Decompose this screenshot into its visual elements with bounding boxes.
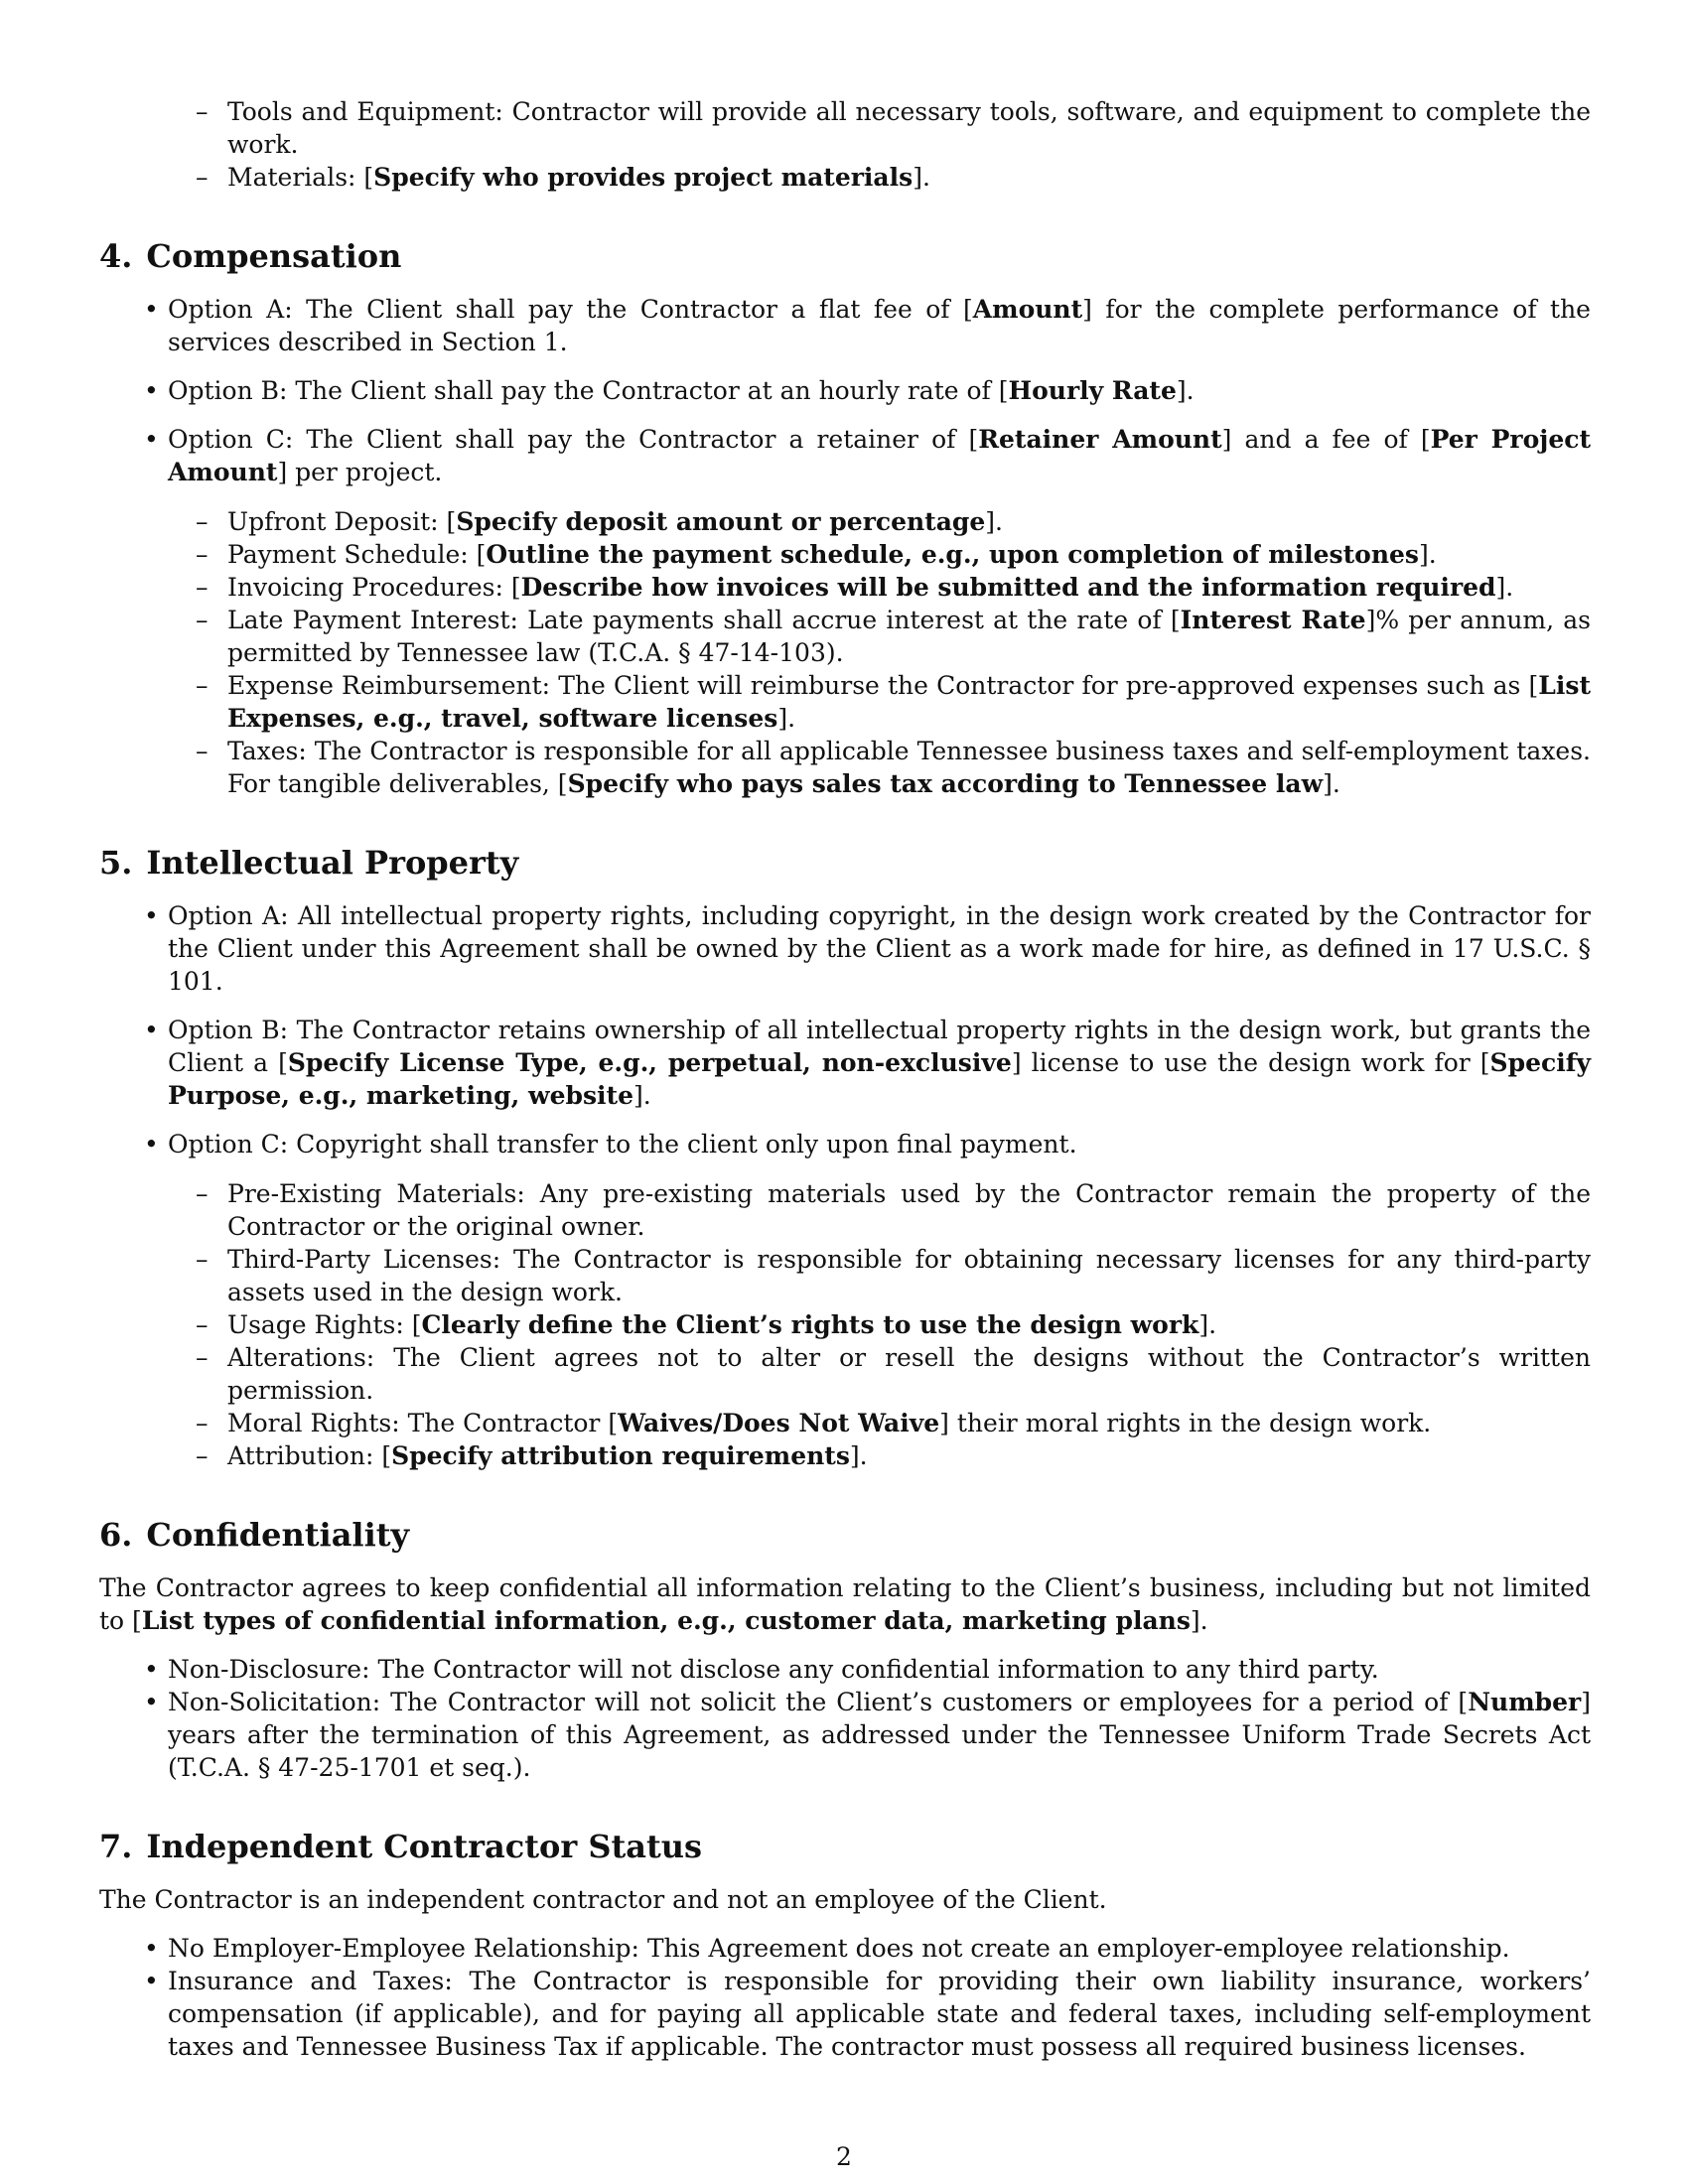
document-page	[99, 95, 1591, 2063]
list-item: • Non-Solicitation: The Contractor will not solicit the Client’s customers or employees for a period of [Number] years after the termination of this Agreement, as addressed under the Tennessee Uniform Trade Secrets Act (T.C.A. § 47-25-1701 et seq.).	[144, 1688, 1591, 1782]
bullet-icon: •	[144, 425, 159, 454]
list-item: • Non-Disclosure: The Contractor will not disclose any confidential information to any third party.	[144, 1655, 1379, 1684]
bullet-icon: •	[144, 1655, 159, 1684]
bullet-icon: •	[144, 376, 159, 405]
dash-icon: –	[196, 573, 209, 602]
list-item: – Usage Rights: [Clearly define the Client’s rights to use the design work].	[196, 1310, 1217, 1339]
ip-options	[99, 899, 1591, 1160]
list-item: – Expense Reimbursement: The Client will reimburse the Contractor for pre-approved expenses such as [List Expenses, e.g., travel, software licenses].	[196, 671, 1591, 733]
bullet-icon: •	[144, 1967, 159, 1995]
dash-icon: –	[196, 163, 209, 192]
page-number: 2	[836, 2142, 852, 2171]
section3-subitems	[99, 95, 1591, 194]
list-item: – Third-Party Licenses: The Contractor is responsible for obtaining necessary licenses for any third-party assets used in the design work.	[196, 1245, 1591, 1306]
dash-icon: –	[196, 540, 209, 569]
dash-icon: –	[196, 1441, 209, 1470]
list-item: • No Employer-Employee Relationship: This Agreement does not create an employer-employee relationship.	[144, 1934, 1510, 1963]
bullet-icon: •	[144, 1934, 159, 1963]
contractor-status-items	[99, 1932, 1591, 2063]
list-item: – Materials: [Specify who provides project materials].	[196, 163, 930, 192]
dash-icon: –	[196, 1310, 209, 1339]
section-heading-compensation: 4. Compensation	[99, 237, 402, 275]
bullet-icon: •	[144, 901, 159, 930]
dash-icon: –	[196, 737, 209, 765]
compensation-subitems	[99, 505, 1591, 800]
bullet-icon: •	[144, 1130, 159, 1159]
dash-icon: –	[196, 97, 209, 126]
list-item: • Option B: The Client shall pay the Contractor at an hourly rate of [Hourly Rate].	[144, 376, 1195, 405]
list-item: – Alterations: The Client agrees not to alter or resell the designs without the Contractor’s written permission.	[196, 1343, 1591, 1405]
list-item: – Late Payment Interest: Late payments shall accrue interest at the rate of [Interest Rate]% per annum, as permitted by Tennessee law (T.C.A. § 47-14-103).	[196, 606, 1591, 667]
list-item: – Moral Rights: The Contractor [Waives/Does Not Waive] their moral rights in the design work.	[196, 1409, 1432, 1437]
dash-icon: –	[196, 1409, 209, 1437]
bullet-icon: •	[144, 1688, 159, 1716]
list-item: – Tools and Equipment: Contractor will provide all necessary tools, software, and equipment to complete the work.	[196, 97, 1591, 159]
list-item: – Payment Schedule: [Outline the payment schedule, e.g., upon completion of milestones].	[196, 540, 1437, 569]
ip-subitems	[99, 1177, 1591, 1472]
dash-icon: –	[196, 1245, 209, 1274]
list-item: • Insurance and Taxes: The Contractor is responsible for providing their own liability insurance, workers’ compensation (if applicable), and for paying all applicable state and federal taxes, including self-employment taxes and Tennessee Business Tax if applicable. The contractor must possess all required business licenses.	[144, 1967, 1591, 2061]
list-item: – Pre-Existing Materials: Any pre-existing materials used by the Contractor remain the property of the Contractor or the original owner.	[196, 1179, 1591, 1241]
list-item: – Taxes: The Contractor is responsible for all applicable Tennessee business taxes and self-employment taxes. For tangible deliverables, [Specify who pays sales tax according to Tennessee law].	[196, 737, 1591, 798]
contractor-status-paragraph: The Contractor is an independent contractor and not an employee of the Client.	[99, 1885, 1107, 1914]
list-item: • Option C: The Client shall pay the Contractor a retainer of [Retainer Amount] and a fee of [Per Project Amount] per project.	[144, 425, 1591, 486]
list-item: • Option A: The Client shall pay the Contractor a flat fee of [Amount] for the complete performance of the services described in Section 1.	[144, 295, 1591, 356]
section-heading-intellectual-property: 5. Intellectual Property	[99, 844, 519, 882]
list-item: • Option C: Copyright shall transfer to the client only upon final payment.	[144, 1130, 1077, 1159]
dash-icon: –	[196, 671, 209, 700]
list-item: • Option B: The Contractor retains ownership of all intellectual property rights in the design work, but grants the Client a [Specify License Type, e.g., perpetual, non-exclusive] license to use the design work for [Specify Purpose, e.g., marketing, website].	[144, 1016, 1591, 1110]
bullet-icon: •	[144, 295, 159, 324]
section-heading-independent-contractor: 7. Independent Contractor Status	[99, 1828, 703, 1865]
list-item: – Upfront Deposit: [Specify deposit amount or percentage].	[196, 507, 1003, 536]
dash-icon: –	[196, 606, 209, 634]
confidentiality-items	[99, 1653, 1591, 1784]
confidentiality-paragraph: The Contractor agrees to keep confidential all information relating to the Client’s business, including but not limited to [List types of confidential information, e.g., customer data, marketing plans].	[99, 1573, 1591, 1635]
compensation-options	[99, 293, 1591, 488]
section-heading-confidentiality: 6. Confidentiality	[99, 1516, 410, 1554]
list-item: – Invoicing Procedures: [Describe how invoices will be submitted and the information required].	[196, 573, 1514, 602]
dash-icon: –	[196, 1343, 209, 1372]
bullet-icon: •	[144, 1016, 159, 1044]
list-item: – Attribution: [Specify attribution requirements].	[196, 1441, 868, 1470]
list-item: • Option A: All intellectual property rights, including copyright, in the design work created by the Contractor for the Client under this Agreement shall be owned by the Client as a work made for hire, as defined in 17 U.S.C. § 101.	[144, 901, 1591, 996]
dash-icon: –	[196, 507, 209, 536]
dash-icon: –	[196, 1179, 209, 1208]
